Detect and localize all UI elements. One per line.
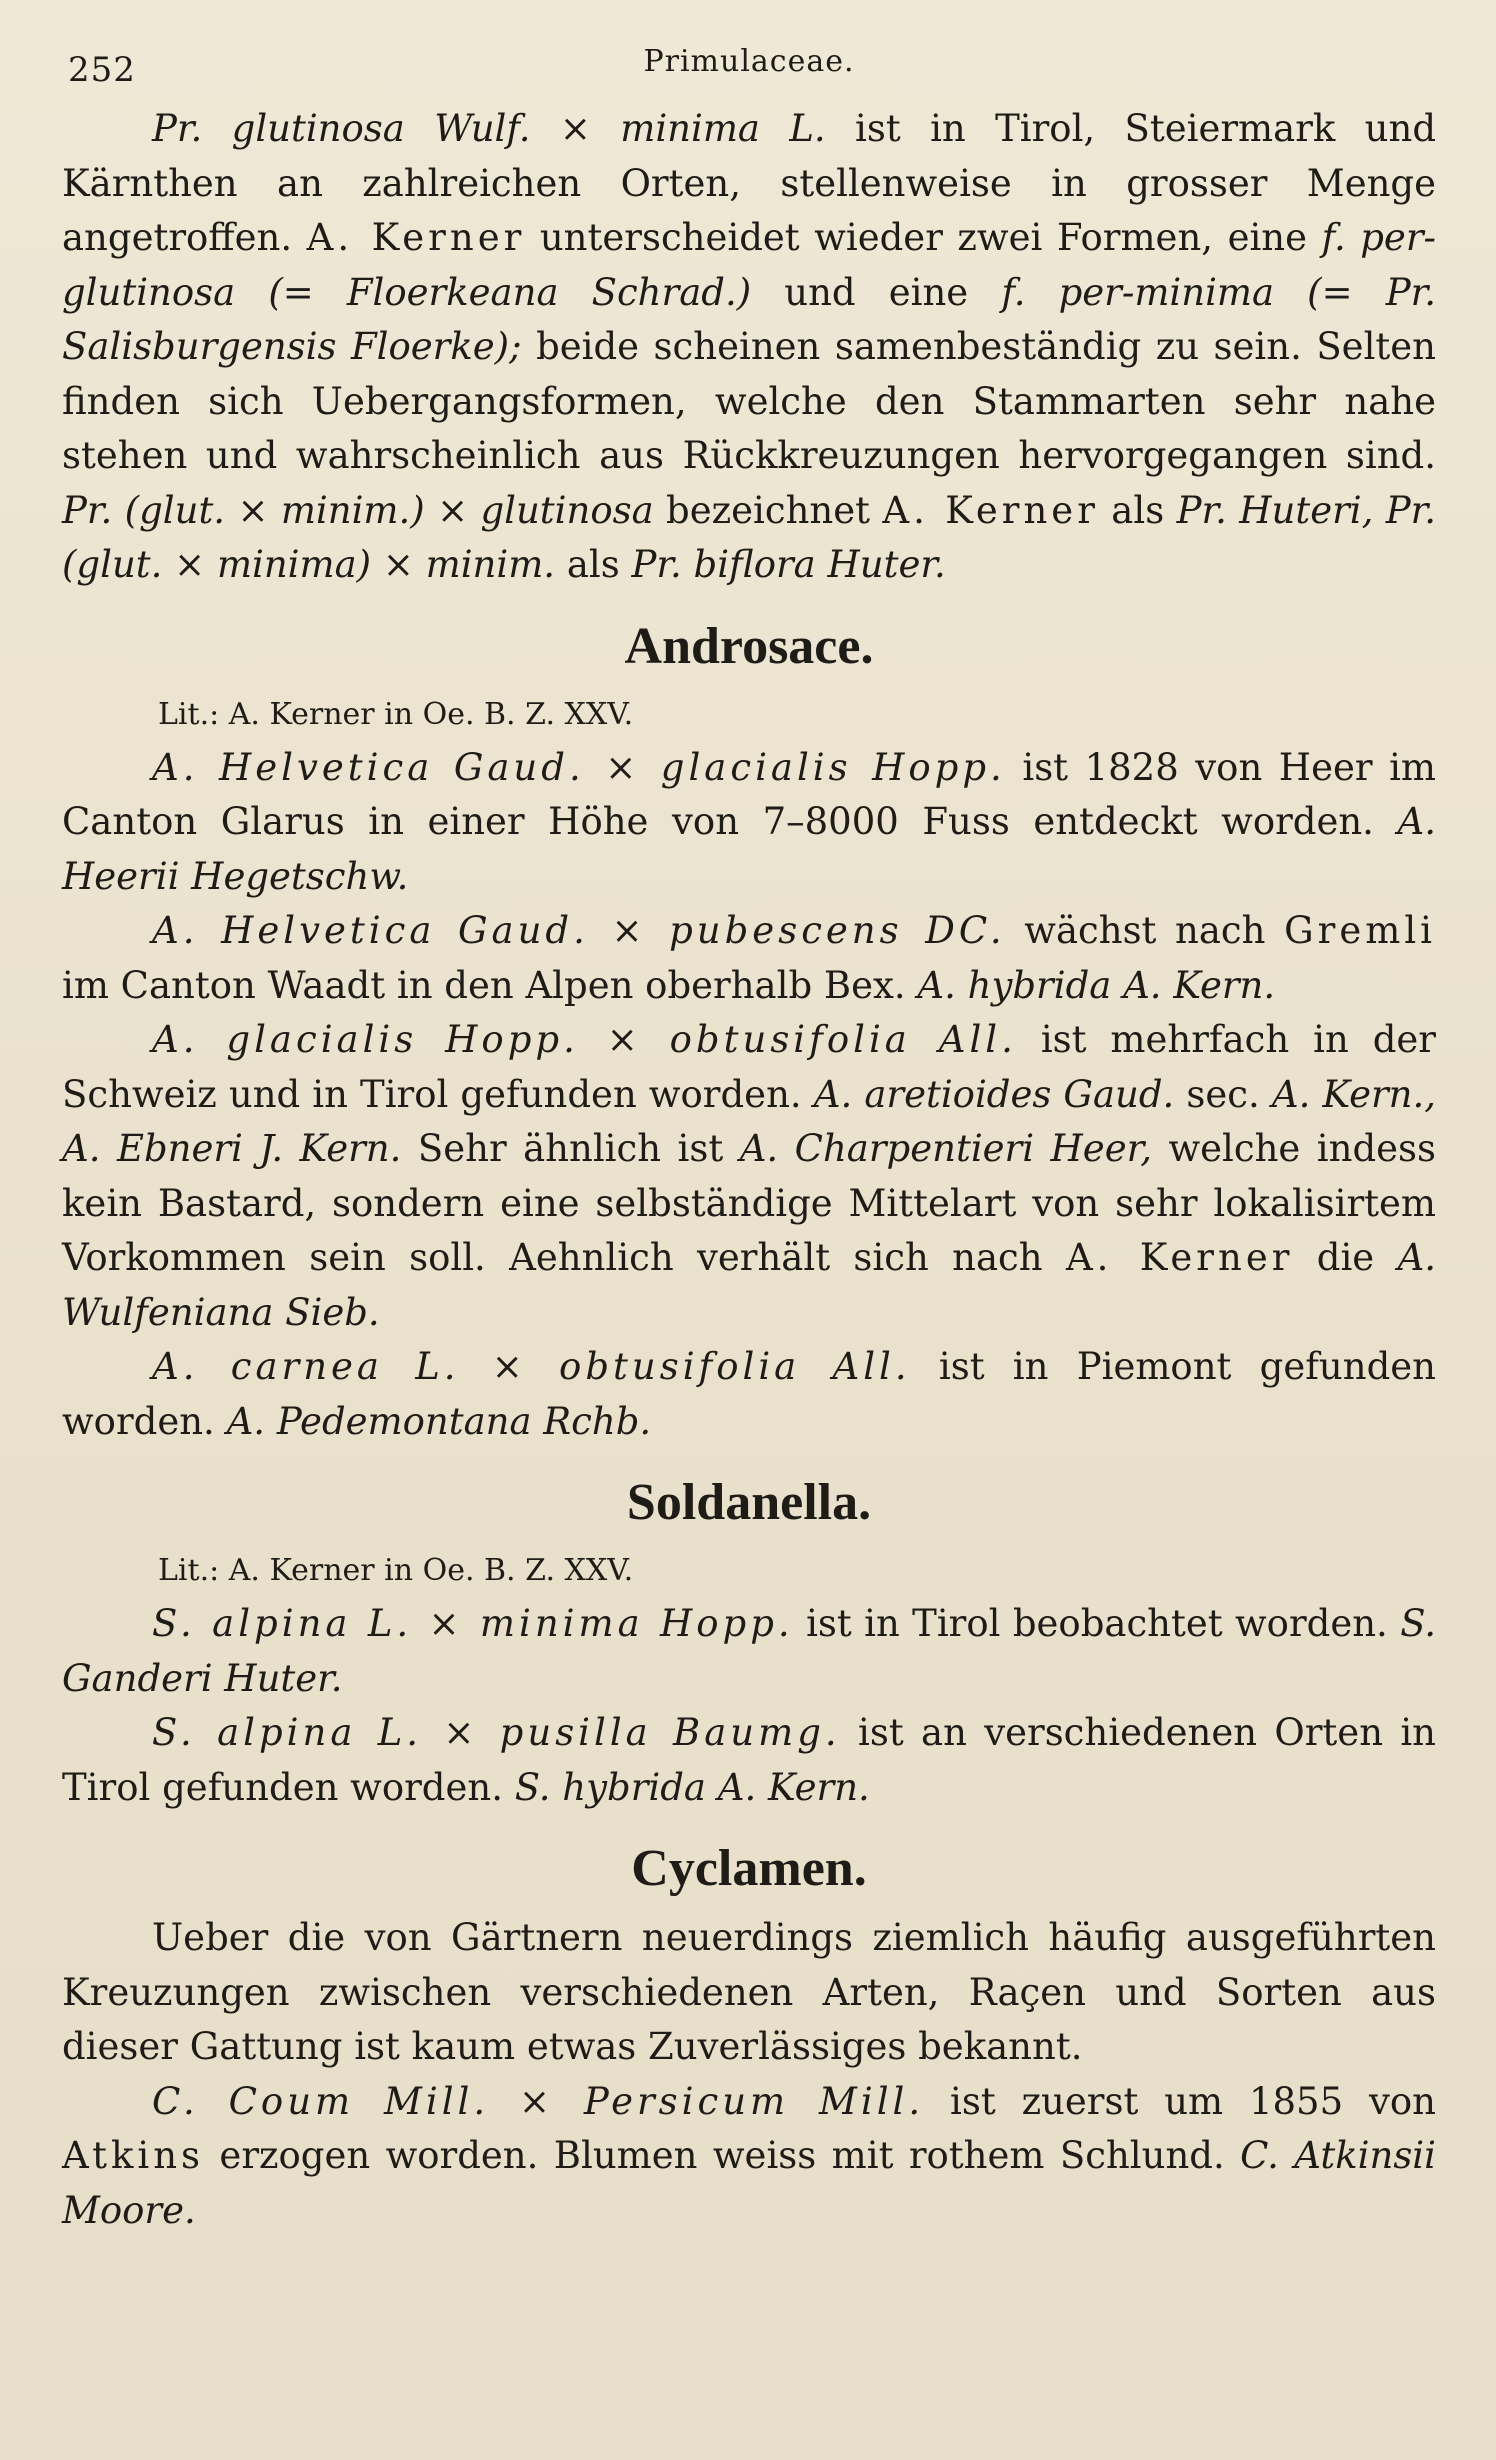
section-title-soldanella: Soldanella.	[626, 1474, 872, 1531]
androsace-paragraph-2: A. Helvetica Gaud. × pubescens DC. wächst nach Gremli im Canton Waadt in den Alpen oberhalb Bex. A. hybrida A. Kern.	[62, 909, 1437, 1007]
cyclamen-paragraph-2: C. Coum Mill. × Persicum Mill. ist zuerst um 1855 von Atkins erzogen worden. Blumen weiss mit rothem Schlund. C. Atkinsii Moore.	[62, 2079, 1436, 2232]
androsace-paragraph-1: A. Helvetica Gaud. × glacialis Hopp. ist 1828 von Heer im Canton Glarus in einer Höhe von 7–8000 Fuss entdeckt worden. A. Heerii Hegetschw.	[62, 745, 1437, 898]
cyclamen-paragraph-1: Ueber die von Gärtnern neuerdings ziemlich häufig ausgeführten Kreuzungen zwischen verschiedenen Arten, Raçen und Sorten aus dieser Gattung ist kaum etwas Zuverlässiges bekannt.	[62, 1916, 1436, 2068]
literature-reference: Lit.: A. Kerner in Oe. B. Z. XXV.	[158, 1553, 634, 1588]
literature-reference: Lit.: A. Kerner in Oe. B. Z. XXV.	[158, 696, 634, 732]
section-title-cyclamen: Cyclamen.	[631, 1840, 867, 1897]
androsace-paragraph-3: A. glacialis Hopp. × obtusifolia All. ist mehrfach in der Schweiz und in Tirol gefunden worden. A. aretioides Gaud. sec. A. Kern., A. Ebneri J. Kern. Sehr ähnlich ist A. Charpentieri Heer, welche indess kein Bastard, sondern eine selbständige Mittelart von sehr lokalisirtem Vorkommen sein soll. Aehnlich verhält sich nach A. Kerner die A. Wulfeniana Sieb.	[62, 1018, 1437, 1334]
androsace-paragraph-4: A. carnea L. × obtusifolia All. ist in Piemont gefunden worden. A. Pedemontana Rchb.	[62, 1345, 1436, 1443]
running-head: Primulaceae.	[643, 44, 855, 79]
soldanella-paragraph-2: S. alpina L. × pusilla Baumg. ist an verschiedenen Orten in Tirol gefunden worden. S. hybrida A. Kern.	[62, 1711, 1437, 1809]
page-number: 252	[68, 50, 136, 90]
primula-paragraph: Pr. glutinosa Wulf. × minima L. ist in Tirol, Steiermark und Kärnthen an zahlreichen Orten, stellenweise in grosser Menge angetroffen. A. Kerner unterscheidet wieder zwei Formen, eine f. per-glutinosa (= Floerkeana Schrad.) und eine f. per-minima (= Pr. Salisburgensis Floerke); beide scheinen samenbeständig zu sein. Selten finden sich Uebergangsformen, welche den Stammarten sehr nahe stehen und wahrscheinlich aus Rückkreuzungen hervorgegangen sind. Pr. (glut. × minim.) × glutinosa bezeichnet A. Kerner als Pr. Huteri, Pr. (glut. × minima) × minim. als Pr. biflora Huter.	[62, 107, 1437, 586]
page-header	[62, 40, 1436, 100]
soldanella-paragraph-1: S. alpina L. × minima Hopp. ist in Tirol beobachtet worden. S. Ganderi Huter.	[62, 1602, 1436, 1700]
section-title-androsace: Androsace.	[624, 617, 874, 675]
